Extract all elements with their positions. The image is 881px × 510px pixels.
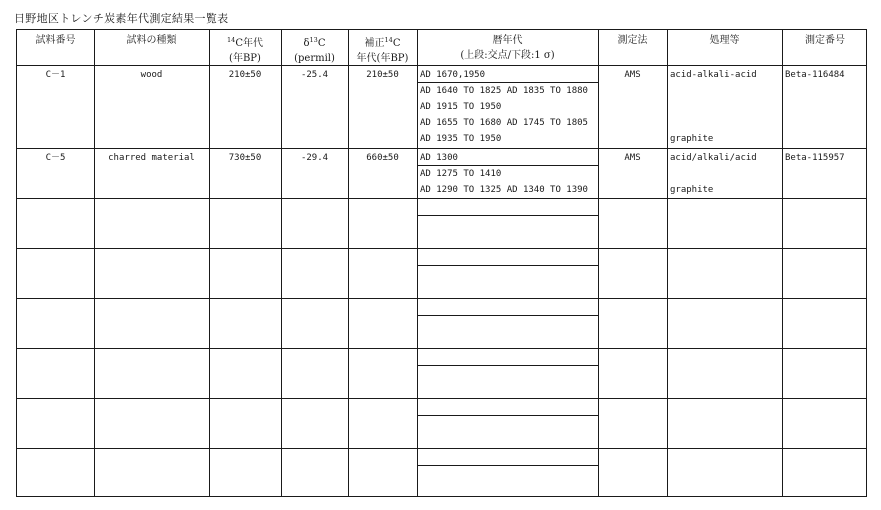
header-calendar-label: 暦年代 [492, 35, 523, 46]
row-divider [17, 298, 866, 299]
header-delta-tail: C [317, 38, 326, 49]
row-divider [17, 148, 866, 149]
header-corrected-age [348, 33, 417, 66]
row2-sample-type: charred material [108, 153, 195, 163]
header-calendar-age [417, 33, 598, 63]
row1-measurement-no: Beta-116484 [785, 70, 845, 80]
calendar-subline [417, 365, 598, 366]
header-divider [17, 65, 866, 66]
header-delta-unit: (permil) [294, 53, 335, 64]
header-corrected-tail: C [392, 38, 401, 49]
header-treatment: 処理等 [709, 35, 740, 46]
document-title: 日野地区トレンチ炭素年代測定結果一覧表 [14, 12, 229, 25]
calendar-subline [417, 315, 598, 316]
row1-delta13c: -25.4 [300, 70, 329, 80]
row2-c14-age: 730±50 [228, 153, 262, 163]
header-delta13c [281, 33, 348, 66]
row2-measurement-no: Beta-115957 [785, 153, 845, 163]
calendar-subline [417, 465, 598, 466]
row2-calendar-range-1: AD 1275 TO 1410 [420, 169, 502, 179]
column-divider [348, 30, 349, 496]
row-divider [17, 198, 866, 199]
row2-method: AMS [624, 153, 641, 163]
row-divider [17, 348, 866, 349]
column-divider [209, 30, 210, 496]
row1-calendar-range-2: AD 1915 TO 1950 [420, 102, 502, 112]
header-c14-sup: 14 [227, 36, 236, 44]
row1-calendar-range-3: AD 1655 TO 1680 AD 1745 TO 1805 [420, 118, 588, 128]
calendar-subline [417, 265, 598, 266]
column-divider [94, 30, 95, 496]
column-divider [281, 30, 282, 496]
row-divider [17, 248, 866, 249]
results-table [16, 29, 867, 497]
column-divider [417, 30, 418, 496]
row1-c14-age: 210±50 [228, 70, 262, 80]
header-delta-label: δ [303, 38, 310, 49]
row-divider [17, 448, 866, 449]
row1-method: AMS [624, 70, 641, 80]
column-divider [667, 30, 668, 496]
row1-calendar-range-1: AD 1640 TO 1825 AD 1835 TO 1880 [420, 86, 588, 96]
calendar-subline [417, 415, 598, 416]
header-corrected-unit: 年代(年BP) [356, 53, 409, 64]
row2-treatment-top: acid/alkali/acid [670, 153, 757, 163]
header-c14-unit: (年BP) [229, 53, 261, 64]
header-c14-label: C年代 [235, 38, 263, 49]
header-method: 測定法 [617, 35, 648, 46]
row1-treatment-top: acid-alkali-acid [670, 70, 757, 80]
row1-sample-no: C－1 [45, 70, 66, 80]
row-divider [17, 398, 866, 399]
header-delta-sup: 13 [309, 36, 318, 44]
row2-delta13c: -29.4 [300, 153, 329, 163]
row1-treatment-bottom: graphite [670, 134, 714, 144]
row2-sample-no: C－5 [45, 153, 66, 163]
column-divider [782, 30, 783, 496]
calendar-subline [417, 215, 598, 216]
header-sample-type: 試料の種類 [126, 35, 177, 46]
header-corrected-sup: 14 [384, 36, 393, 44]
row2-treatment-bottom: graphite [670, 185, 714, 195]
row1-calendar-range-4: AD 1935 TO 1950 [420, 134, 502, 144]
row2-corrected-age: 660±50 [366, 153, 399, 163]
header-calendar-sub: (上段:交点/下段:1 σ) [460, 50, 555, 61]
row2-calendar-range-2: AD 1290 TO 1325 AD 1340 TO 1390 [420, 185, 588, 195]
header-sample-no: 試料番号 [35, 35, 76, 46]
row2-calendar-intercept: AD 1300 [420, 153, 458, 163]
header-c14-age [209, 33, 281, 66]
row1-calendar-intercept: AD 1670,1950 [420, 70, 486, 80]
row1-sample-type: wood [140, 70, 163, 80]
header-measurement-no: 測定番号 [805, 35, 845, 46]
column-divider [598, 30, 599, 496]
header-corrected-label: 補正 [364, 38, 385, 49]
row1-corrected-age: 210±50 [366, 70, 399, 80]
